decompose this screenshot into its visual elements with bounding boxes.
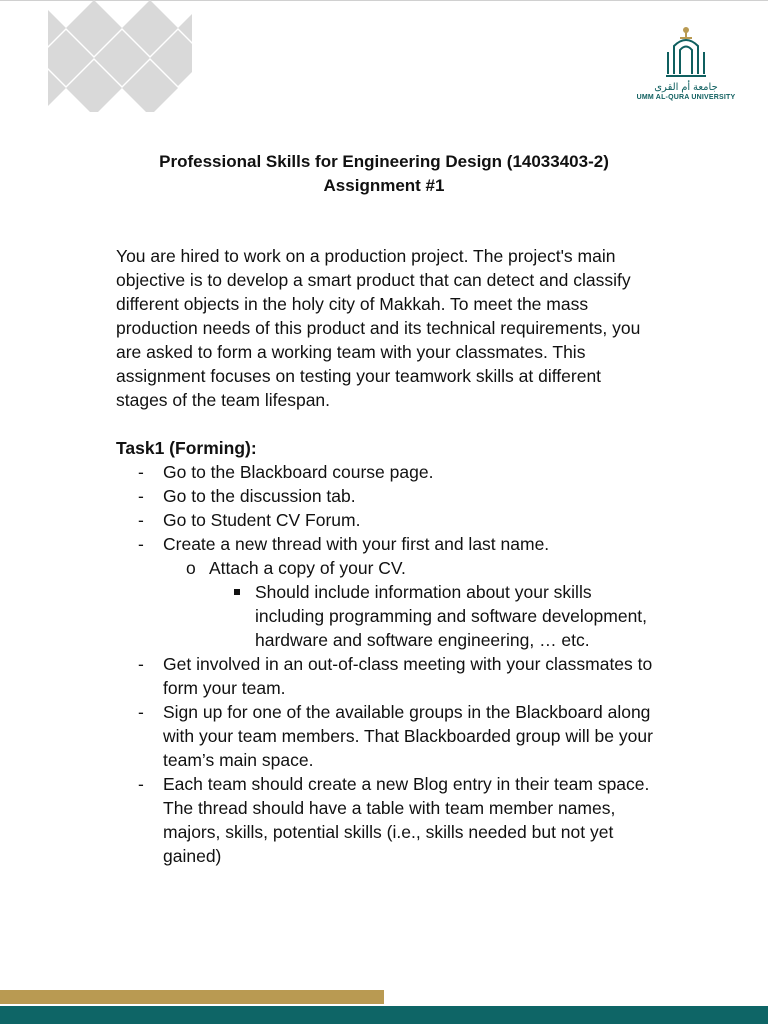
list-item: - Get involved in an out-of-class meeting with your classmates to form your team. xyxy=(138,654,653,698)
assignment-title: Assignment #1 xyxy=(323,176,445,195)
logo-english-text: UMM AL-QURA UNIVERSITY xyxy=(636,94,736,101)
list-item: - Each team should create a new Blog entry in their team space. The thread should have a table with team member names, majors, skills, potential skills (i.e., skills needed but not yet gained) xyxy=(138,774,650,866)
logo-arabic-text: جامعة أم القرى xyxy=(654,82,718,93)
footer-teal-bar xyxy=(0,1006,768,1024)
sub-sub-list-item: Should include information about your skills including programming and software development, hardware and software engineering, … etc. xyxy=(116,580,656,652)
document-title xyxy=(0,150,768,198)
document-body xyxy=(116,244,656,868)
list-item: - Go to the Blackboard course page. xyxy=(138,462,434,482)
list-item: - Sign up for one of the available groups in the Blackboard along with your team members. That Blackboarded group will be your team’s main space. xyxy=(138,702,653,770)
task-heading: Task1 (Forming): xyxy=(116,438,257,458)
list-item: - Create a new thread with your first and last name. xyxy=(138,534,550,554)
dash-bullet: - xyxy=(138,534,144,554)
list-item: - Go to Student CV Forum. xyxy=(138,510,361,530)
dash-bullet: - xyxy=(138,702,144,722)
square-bullet-icon xyxy=(234,589,240,595)
dash-bullet: - xyxy=(138,654,144,674)
university-logo xyxy=(636,22,736,106)
footer-gold-bar xyxy=(0,990,384,1004)
dash-bullet: - xyxy=(138,486,144,506)
course-title: Professional Skills for Engineering Design (14033403-2) xyxy=(159,152,609,171)
list-item: - Go to the discussion tab. xyxy=(138,486,356,506)
decorative-pattern xyxy=(48,0,192,112)
dash-bullet: - xyxy=(138,510,144,530)
sub-list-item: o Attach a copy of your CV. xyxy=(186,558,406,578)
circle-bullet: o xyxy=(186,558,196,578)
intro-paragraph: You are hired to work on a production project. The project's main objective is to develop a smart product that can detect and classify different objects in the holy city of Makkah. To meet the mass production needs of this product and its technical requirements, you are asked to form a working team with your classmates. This assignment focuses on testing your teamwork skills at different stages of the team lifespan. xyxy=(116,246,641,410)
dash-bullet: - xyxy=(138,462,144,482)
dash-bullet: - xyxy=(138,774,144,794)
